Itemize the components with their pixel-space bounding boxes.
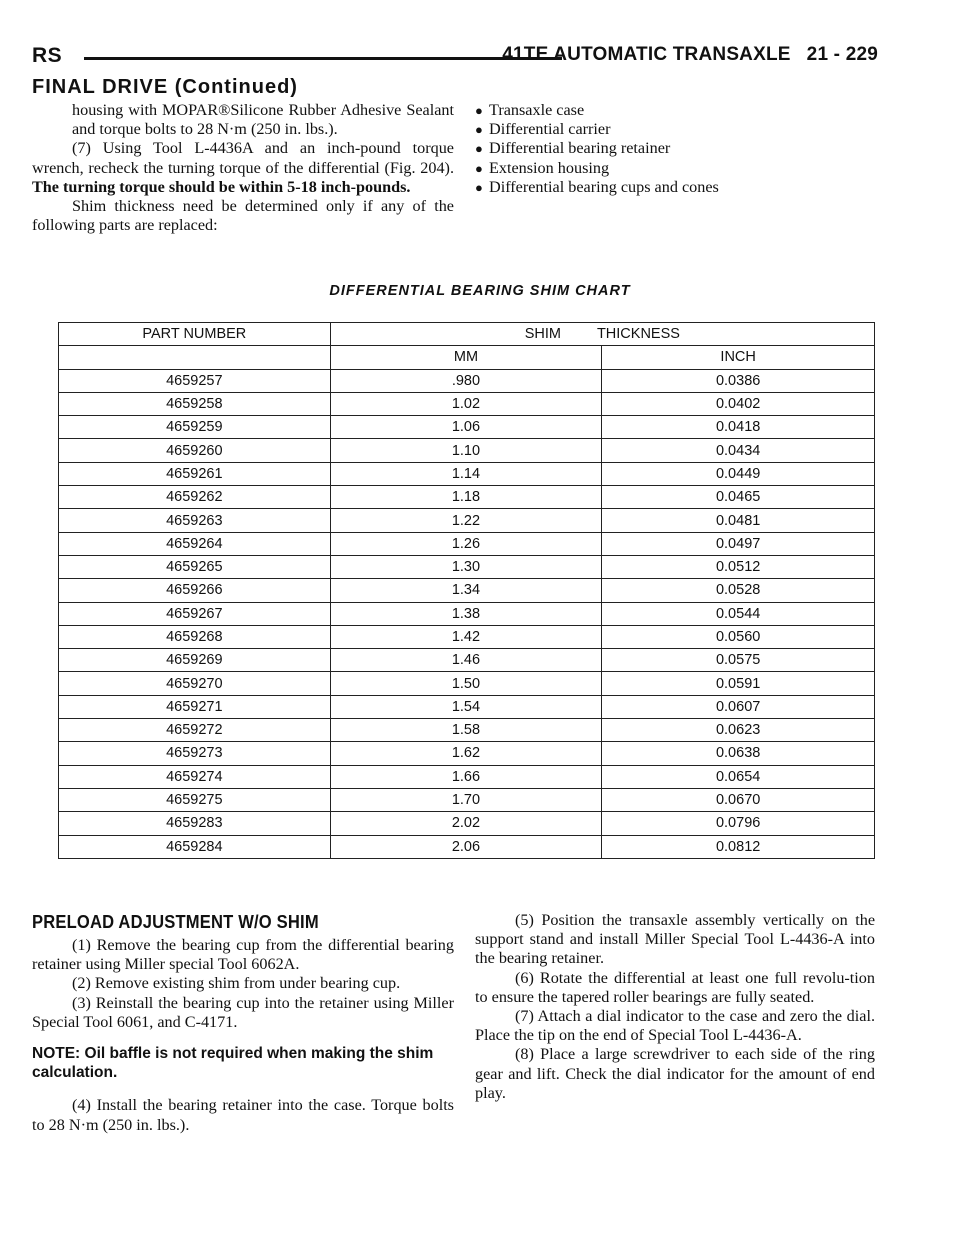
header-section-code: RS	[32, 44, 63, 67]
part-number-cell: 4659260	[59, 439, 331, 462]
bottom-left-column	[32, 936, 454, 1135]
section-continued-heading: FINAL DRIVE (Continued)	[32, 76, 298, 98]
mm-cell: 1.54	[330, 695, 602, 718]
table-subheader-row	[59, 346, 875, 369]
list-item: ● Transaxle case	[475, 101, 585, 119]
list-item: ● Extension housing	[475, 158, 610, 177]
inch-cell: 0.0812	[602, 835, 875, 858]
mm-cell: 1.50	[330, 672, 602, 695]
inch-cell: 0.0418	[602, 416, 875, 439]
turning-torque-text: (7) Using Tool L-4436A and an inch-pound torque wrench, recheck the turning torque of the differential (Fig. 204).	[32, 139, 454, 177]
part-number-cell: 4659257	[59, 369, 331, 392]
inch-cell: 0.0512	[602, 555, 875, 578]
inch-cell: 0.0575	[602, 649, 875, 672]
part-number-cell: 4659271	[59, 695, 331, 718]
part-number-cell: 4659259	[59, 416, 331, 439]
table-row	[59, 555, 875, 578]
part-number-cell: 4659270	[59, 672, 331, 695]
mm-cell: 1.70	[330, 788, 602, 811]
part-number-cell: 4659258	[59, 392, 331, 415]
oil-baffle-note: NOTE: Oil baffle is not required when making the shim calculation.	[32, 1045, 434, 1082]
list-item: ● Differential carrier	[475, 120, 611, 139]
mm-cell: 1.26	[330, 532, 602, 555]
table-row	[59, 392, 875, 415]
table-row	[59, 532, 875, 555]
table-row	[59, 439, 875, 462]
table-row	[59, 486, 875, 509]
inch-cell: 0.0528	[602, 579, 875, 602]
table-row	[59, 719, 875, 742]
mm-cell: .980	[330, 369, 602, 392]
mm-cell: 1.42	[330, 625, 602, 648]
mm-cell: 1.06	[330, 416, 602, 439]
part-number-cell: 4659275	[59, 788, 331, 811]
mm-cell: 1.18	[330, 486, 602, 509]
part-number-cell: 4659269	[59, 649, 331, 672]
inch-cell: 0.0623	[602, 719, 875, 742]
mm-cell: 1.02	[330, 392, 602, 415]
part-number-cell: 4659263	[59, 509, 331, 532]
step-2: (2) Remove existing shim from under bearing cup.	[72, 974, 401, 993]
header-mm: MM	[330, 346, 602, 369]
inch-cell: 0.0402	[602, 392, 875, 415]
part-number-cell: 4659265	[59, 555, 331, 578]
bullet-icon: ●	[475, 179, 483, 195]
inch-cell: 0.0591	[602, 672, 875, 695]
step-3: (3) Reinstall the bearing cup into the retainer using Miller Special Tool 6061, and C-4171.	[32, 993, 454, 1031]
part-number-cell: 4659284	[59, 835, 331, 858]
inch-cell: 0.0497	[602, 532, 875, 555]
table-row	[59, 835, 875, 858]
header-part-number: PART NUMBER	[59, 323, 331, 346]
top-left-column	[32, 101, 454, 235]
shim-chart-table	[58, 322, 875, 859]
table-header-row	[59, 323, 875, 346]
table-row	[59, 416, 875, 439]
top-right-column	[475, 101, 875, 197]
part-number-cell: 4659273	[59, 742, 331, 765]
table-row	[59, 462, 875, 485]
step-5: (5) Position the transaxle assembly vertically on the support stand and install Miller Special Tool L-4436-A into the bearing retainer.	[475, 911, 875, 968]
inch-cell: 0.0607	[602, 695, 875, 718]
part-number-cell: 4659267	[59, 602, 331, 625]
preload-heading: PRELOAD ADJUSTMENT W/O SHIM	[32, 912, 319, 932]
table-row	[59, 625, 875, 648]
replaced-parts-list	[475, 101, 875, 197]
mm-cell: 1.10	[330, 439, 602, 462]
mm-cell: 1.66	[330, 765, 602, 788]
shim-chart-title: DIFFERENTIAL BEARING SHIM CHART	[329, 283, 631, 299]
step-8: (8) Place a large screwdriver to each side of the ring gear and lift. Check the dial indicator for the amount of end play.	[475, 1045, 875, 1102]
mm-cell: 1.58	[330, 719, 602, 742]
table-row	[59, 369, 875, 392]
table-row	[59, 765, 875, 788]
table-row	[59, 509, 875, 532]
mm-cell: 1.22	[330, 509, 602, 532]
subheader-blank	[59, 346, 331, 369]
part-number-cell: 4659264	[59, 532, 331, 555]
header-title: 41TE AUTOMATIC TRANSAXLE	[502, 44, 791, 65]
bullet-icon: ●	[475, 141, 483, 157]
bullet-icon: ●	[475, 122, 483, 138]
header-inch: INCH	[602, 346, 875, 369]
paragraph-turning-torque	[32, 139, 454, 197]
table-row	[59, 742, 875, 765]
bullet-icon: ●	[475, 160, 483, 176]
table-row	[59, 695, 875, 718]
inch-cell: 0.0654	[602, 765, 875, 788]
inch-cell: 0.0670	[602, 788, 875, 811]
table-row	[59, 579, 875, 602]
table-row	[59, 812, 875, 835]
inch-cell: 0.0560	[602, 625, 875, 648]
mm-cell: 1.34	[330, 579, 602, 602]
table-row	[59, 602, 875, 625]
part-number-cell: 4659274	[59, 765, 331, 788]
inch-cell: 0.0796	[602, 812, 875, 835]
turning-torque-spec: The turning torque should be within 5-18 inch-pounds.	[32, 177, 411, 196]
inch-cell: 0.0481	[602, 509, 875, 532]
paragraph-shim-thickness: Shim thickness need be determined only if any of the following parts are replaced:	[32, 197, 454, 235]
header-title-group	[502, 44, 878, 66]
part-number-cell: 4659262	[59, 486, 331, 509]
page-header	[32, 44, 878, 70]
part-number-cell: 4659272	[59, 719, 331, 742]
table-row	[59, 788, 875, 811]
part-number-cell: 4659283	[59, 812, 331, 835]
header-rule	[84, 57, 562, 60]
step-1: (1) Remove the bearing cup from the differential bearing retainer using Miller special Tool 6062A.	[32, 936, 454, 974]
inch-cell: 0.0638	[602, 742, 875, 765]
mm-cell: 2.06	[330, 835, 602, 858]
page-number: 21 - 229	[806, 44, 878, 65]
part-number-cell: 4659266	[59, 579, 331, 602]
inch-cell: 0.0465	[602, 486, 875, 509]
part-number-cell: 4659261	[59, 462, 331, 485]
step-4: (4) Install the bearing retainer into the case. Torque bolts to 28 N·m (250 in. lbs.).	[32, 1096, 454, 1134]
mm-cell: 1.14	[330, 462, 602, 485]
table-row	[59, 672, 875, 695]
part-number-cell: 4659268	[59, 625, 331, 648]
mm-cell: 1.30	[330, 555, 602, 578]
list-item: ● Differential bearing cups and cones	[475, 177, 719, 196]
mm-cell: 1.46	[330, 649, 602, 672]
list-item: ● Differential bearing retainer	[475, 139, 671, 158]
step-7: (7) Attach a dial indicator to the case and zero the dial. Place the tip on the end of Special Tool L-4436-A.	[475, 1007, 875, 1045]
paragraph-sealant: housing with MOPAR®Silicone Rubber Adhesive Sealant and torque bolts to 28 N·m (250 in. lbs.).	[72, 101, 454, 139]
inch-cell: 0.0386	[602, 369, 875, 392]
mm-cell: 1.38	[330, 602, 602, 625]
mm-cell: 1.62	[330, 742, 602, 765]
header-shim-thickness: SHIM THICKNESS	[330, 323, 874, 346]
table-row	[59, 649, 875, 672]
mm-cell: 2.02	[330, 812, 602, 835]
inch-cell: 0.0544	[602, 602, 875, 625]
bullet-icon: ●	[475, 103, 483, 118]
inch-cell: 0.0434	[602, 439, 875, 462]
bottom-right-column	[475, 911, 875, 1103]
step-6: (6) Rotate the differential at least one full revolu-tion to ensure the tapered roller bearings are fully seated.	[475, 968, 875, 1006]
inch-cell: 0.0449	[602, 462, 875, 485]
